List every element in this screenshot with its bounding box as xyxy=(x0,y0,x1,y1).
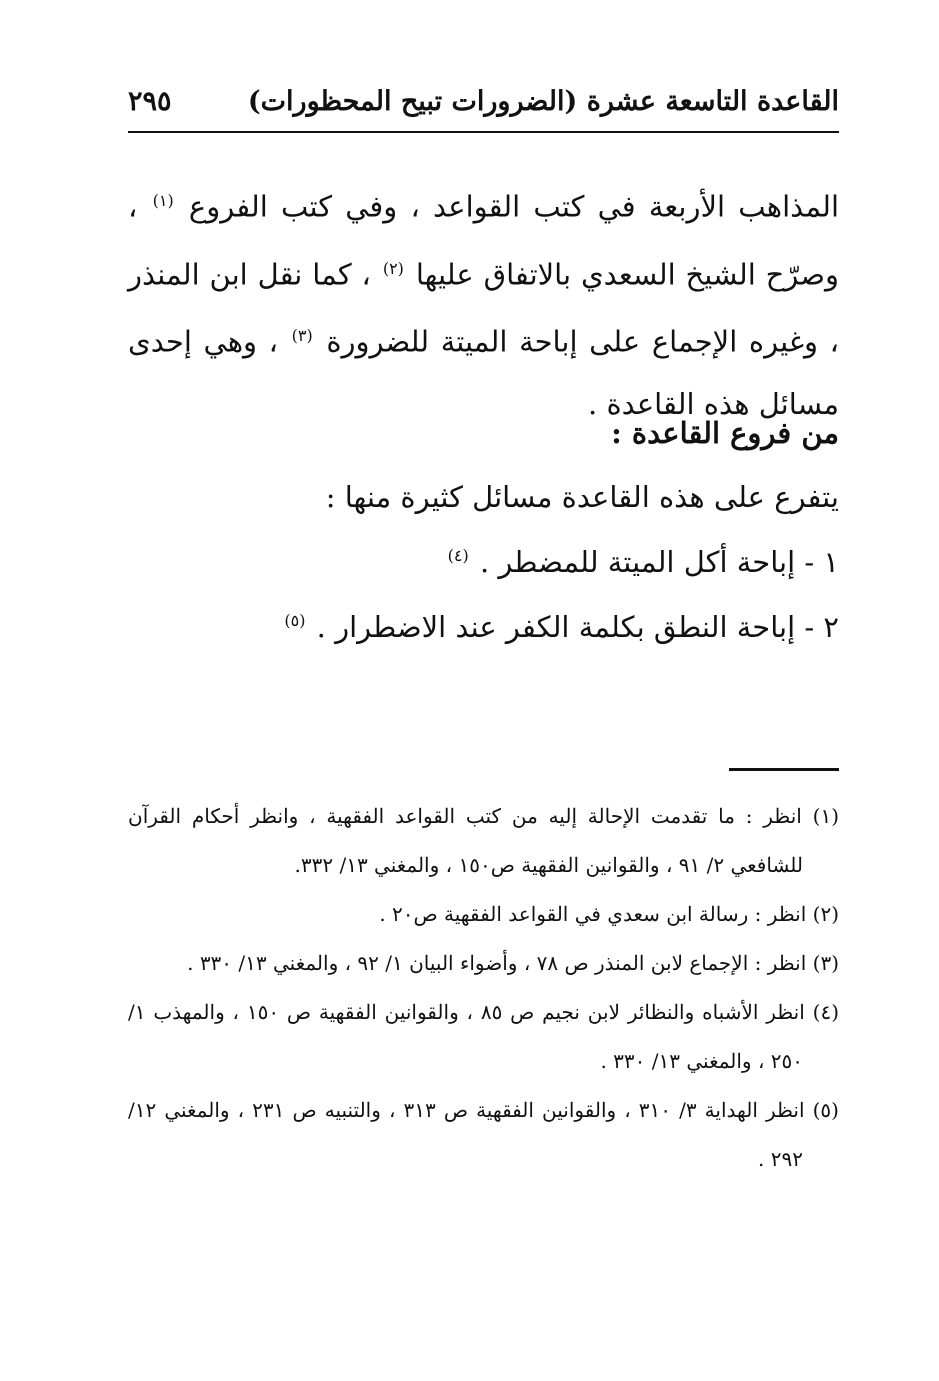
chapter-title: القاعدة التاسعة عشرة (الضرورات تبيح المحظورات) xyxy=(247,85,839,117)
footnote-reference: (٣) xyxy=(291,326,313,346)
section-heading: من فروع القاعدة : xyxy=(611,416,839,450)
footnote-4: (٤) انظر الأشباه والنظائر لابن نجيم ص ٨٥ ، والقوانين الفقهية ص ١٥٠ ، والمهذب ١/ ٢٥٠ ، والمغني ١٣/ ٣٣٠ . xyxy=(128,1000,839,1073)
header-divider xyxy=(128,131,839,133)
paragraph-text: ، وصرّح الشيخ السعدي بالاتفاق عليها xyxy=(128,189,840,292)
paragraph-text: ، وهي إحدى مسائل هذه القاعدة . xyxy=(128,324,839,421)
footnote-5: (٥) انظر الهداية ٣/ ٣١٠ ، والقوانين الفقهية ص ٣١٣ ، والتنبيه ص ٢٣١ ، والمغني ١٢/ ٢٩٢ . xyxy=(128,1098,839,1171)
footnotes xyxy=(128,792,839,1184)
page-number: ٢٩٥ xyxy=(128,85,172,117)
list-item xyxy=(446,545,839,579)
paragraph-text: المذاهب الأربعة في كتب القواعد ، وفي كتب الفروع xyxy=(188,189,840,224)
paragraph-text: ، كما نقل ابن المنذر ، وغيره الإجماع على إباحة الميتة للضرورة xyxy=(128,257,839,359)
footnote-reference: (٢) xyxy=(382,258,404,278)
footnote-reference: (٥) xyxy=(284,611,306,631)
list-item-text: ١ - إباحة أكل الميتة للمضطر . xyxy=(479,545,839,579)
list-item xyxy=(282,610,839,644)
footnote-divider xyxy=(729,768,839,771)
footnote-reference: (١) xyxy=(152,191,174,210)
footnote-1: (١) انظر : ما تقدمت الإحالة إليه من كتب القواعد الفقهية ، وانظر أحكام القرآن للشافعي ٢/ ٩١ ، والقوانين الفقهية ص١٥٠ ، والمغني ١٣/ ٣٣٢. xyxy=(128,804,839,877)
main-paragraph xyxy=(128,170,839,435)
running-header xyxy=(128,78,839,124)
footnote-2: (٢) انظر : رسالة ابن سعدي في القواعد الفقهية ص٢٠ . xyxy=(379,902,839,926)
list-item-text: ٢ - إباحة النطق بكلمة الكفر عند الاضطرار . xyxy=(316,610,839,644)
footnote-3: (٣) انظر : الإجماع لابن المنذر ص ٧٨ ، وأضواء البيان ١/ ٩٢ ، والمغني ١٣/ ٣٣٠ . xyxy=(187,951,839,975)
section-intro: يتفرع على هذه القاعدة مسائل كثيرة منها : xyxy=(325,480,839,514)
footnote-reference: (٤) xyxy=(447,546,469,566)
